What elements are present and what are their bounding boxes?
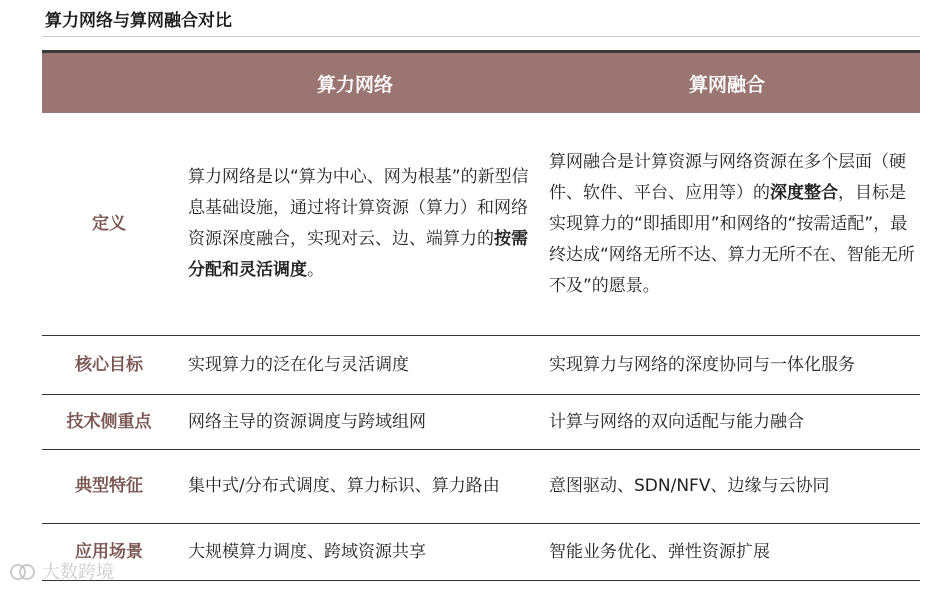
title-divider bbox=[42, 36, 920, 37]
header-col-integration: 算网融合 bbox=[688, 73, 765, 96]
cell-computing-network: 网络主导的资源调度与跨域组网 bbox=[188, 411, 426, 432]
cell-integration: 计算与网络的双向适配与能力融合 bbox=[549, 411, 804, 432]
comparison-table bbox=[42, 50, 920, 581]
row-label: 应用场景 bbox=[75, 541, 143, 562]
table-row-definition bbox=[42, 113, 920, 336]
row-label: 核心目标 bbox=[75, 354, 143, 375]
cell-text-bold: 按需分配和灵活调度 bbox=[188, 229, 528, 280]
table-row-tech-focus bbox=[42, 395, 920, 450]
header-col-computing-network: 算力网络 bbox=[316, 73, 393, 96]
cell-text: 。 bbox=[307, 260, 324, 280]
cell-integration: 意图驱动、SDN/NFV、边缘与云协同 bbox=[549, 476, 830, 496]
watermark-logo-icon bbox=[10, 561, 36, 581]
cell-computing-network bbox=[176, 162, 534, 286]
table-row-features bbox=[42, 450, 920, 524]
page-title: 算力网络与算网融合对比 bbox=[45, 11, 232, 31]
watermark-text: 大数跨境 bbox=[42, 562, 114, 583]
table-row-core-goal bbox=[42, 336, 920, 395]
cell-integration bbox=[534, 147, 920, 302]
cell-integration: 智能业务优化、弹性资源扩展 bbox=[549, 541, 770, 562]
row-label: 技术侧重点 bbox=[66, 411, 152, 432]
row-label: 定义 bbox=[92, 213, 126, 234]
cell-text-bold: 深度整合 bbox=[770, 182, 838, 203]
cell-text: ，目标是实现算力的“即插即用”和网络的“按需适配”，最终达成“网络无所不达、算力无所不在、智能无所不及”的愿景。 bbox=[549, 182, 915, 296]
watermark bbox=[10, 558, 114, 584]
cell-text: 算网融合是计算资源与网络资源在多个层面（硬件、软件、平台、应用等）的 bbox=[549, 151, 906, 203]
row-label: 典型特征 bbox=[75, 476, 143, 496]
table-row-scenarios bbox=[42, 524, 920, 581]
cell-computing-network: 集中式/分布式调度、算力标识、算力路由 bbox=[188, 476, 500, 496]
cell-computing-network: 实现算力的泛在化与灵活调度 bbox=[188, 354, 409, 375]
cell-integration: 实现算力与网络的深度协同与一体化服务 bbox=[549, 354, 855, 375]
cell-computing-network: 大规模算力调度、跨域资源共享 bbox=[188, 541, 426, 562]
table-header bbox=[42, 50, 920, 113]
cell-text: 算力网络是以“算为中心、网为根基”的新型信息基础设施，通过将计算资源（算力）和网络资源深度融合，实现对云、边、端算力的 bbox=[188, 167, 529, 249]
